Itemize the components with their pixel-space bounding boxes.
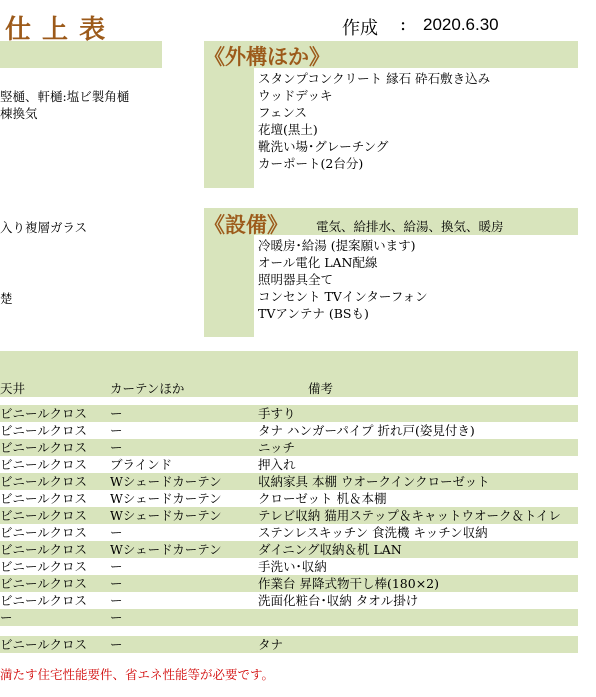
cell-ceiling: ビニールクロス [0, 440, 88, 455]
cell-ceiling: ビニールクロス [0, 491, 88, 506]
cell-curtain: ー [110, 423, 123, 438]
row-band-13 [0, 609, 578, 626]
cell-curtain: ー [110, 406, 123, 421]
cell-curtain: Wシェードカーテン [110, 474, 222, 489]
cell-curtain: ー [110, 637, 123, 652]
cell-curtain: ー [110, 559, 123, 574]
cell-ceiling: ー [0, 610, 13, 625]
cell-ceiling: ビニールクロス [0, 508, 88, 523]
cell-notes: 手洗い･収納 [258, 559, 327, 574]
exterior-item: カーポート(2台分) [258, 156, 364, 171]
cell-notes: タナ [258, 637, 284, 652]
column-header-ceiling: 天井 [0, 381, 26, 396]
cell-notes: ステンレスキッチン 食洗機 キッチン収納 [258, 525, 488, 540]
created-label: 作成 [342, 18, 378, 39]
exterior-item: フェンス [258, 105, 308, 120]
cell-curtain: ブラインド [110, 457, 173, 472]
cell-notes: ニッチ [258, 440, 296, 455]
exterior-column-band [204, 68, 254, 188]
gutter-description: 竪樋、軒樋:塩ビ製角樋 [0, 89, 130, 104]
cell-curtain: ー [110, 610, 123, 625]
cell-curtain: Wシェードカーテン [110, 491, 222, 506]
equipment-heading: 《設備》 [204, 213, 288, 237]
exterior-heading: 《外構ほか》 [204, 45, 330, 69]
cell-ceiling: ビニールクロス [0, 406, 88, 421]
equipment-item: オール電化 LAN配線 [258, 255, 378, 270]
cell-notes: 収納家具 本棚 ウオークインクローゼット [258, 474, 490, 489]
equipment-item: 冷暖房･給湯 (提案願います) [258, 238, 416, 253]
cell-ceiling: ビニールクロス [0, 593, 88, 608]
cell-ceiling: ビニールクロス [0, 559, 88, 574]
cell-curtain: ー [110, 576, 123, 591]
exterior-item: スタンプコンクリート 縁石 砕石敷き込み [258, 71, 491, 86]
column-header-curtain: カーテンほか [110, 381, 185, 396]
cell-notes: クローゼット 机＆本棚 [258, 491, 387, 506]
cell-ceiling: ビニールクロス [0, 474, 88, 489]
cell-curtain: ー [110, 525, 123, 540]
date-separator: : [400, 14, 407, 35]
equipment-column-band [204, 235, 254, 337]
cell-notes: 手すり [258, 406, 296, 421]
page-title: 仕 上 表 [5, 15, 107, 45]
cell-notes: 洗面化粧台･収納 タオル掛け [258, 593, 419, 608]
window-glass: 入り複層ガラス [0, 220, 88, 235]
cell-notes: 作業台 昇降式物干し棒(180×2) [258, 576, 440, 591]
cell-curtain: ー [110, 440, 123, 455]
cell-ceiling: ビニールクロス [0, 576, 88, 591]
cell-notes: 押入れ [258, 457, 296, 472]
cell-curtain: ー [110, 593, 123, 608]
roof-ventilation: 棟換気 [0, 106, 38, 121]
cell-ceiling: ビニールクロス [0, 525, 88, 540]
cell-ceiling: ビニールクロス [0, 457, 88, 472]
created-date: 2020.6.30 [423, 15, 499, 34]
cell-curtain: Wシェードカーテン [110, 542, 222, 557]
cell-notes: ダイニング収納＆机 LAN [258, 542, 402, 557]
cell-notes: テレビ収納 猫用ステップ＆キャットウオーク＆トイレ [258, 508, 561, 523]
cell-notes: タナ ハンガーパイプ 折れ戸(姿見付き) [258, 423, 475, 438]
cell-ceiling: ビニールクロス [0, 542, 88, 557]
exterior-item: 靴洗い場･グレーチング [258, 139, 389, 154]
equipment-summary: 電気、給排水、給湯、換気、暖房 [316, 219, 504, 234]
left-fragment: 楚 [0, 291, 13, 306]
cell-ceiling: ビニールクロス [0, 637, 88, 652]
cell-ceiling: ビニールクロス [0, 423, 88, 438]
equipment-item: TVアンテナ (BSも) [258, 306, 369, 321]
exterior-item: ウッドデッキ [258, 88, 333, 103]
equipment-item: 照明器具全て [258, 272, 334, 287]
table-header-band [0, 351, 578, 397]
footer-note: 満たす住宅性能要件、省エネ性能等が必要です。 [0, 667, 275, 682]
exterior-item: 花壇(黒土) [258, 122, 318, 137]
equipment-item: コンセント TVインターフォン [258, 289, 428, 304]
column-header-notes: 備考 [308, 381, 334, 396]
cell-curtain: Wシェードカーテン [110, 508, 222, 523]
